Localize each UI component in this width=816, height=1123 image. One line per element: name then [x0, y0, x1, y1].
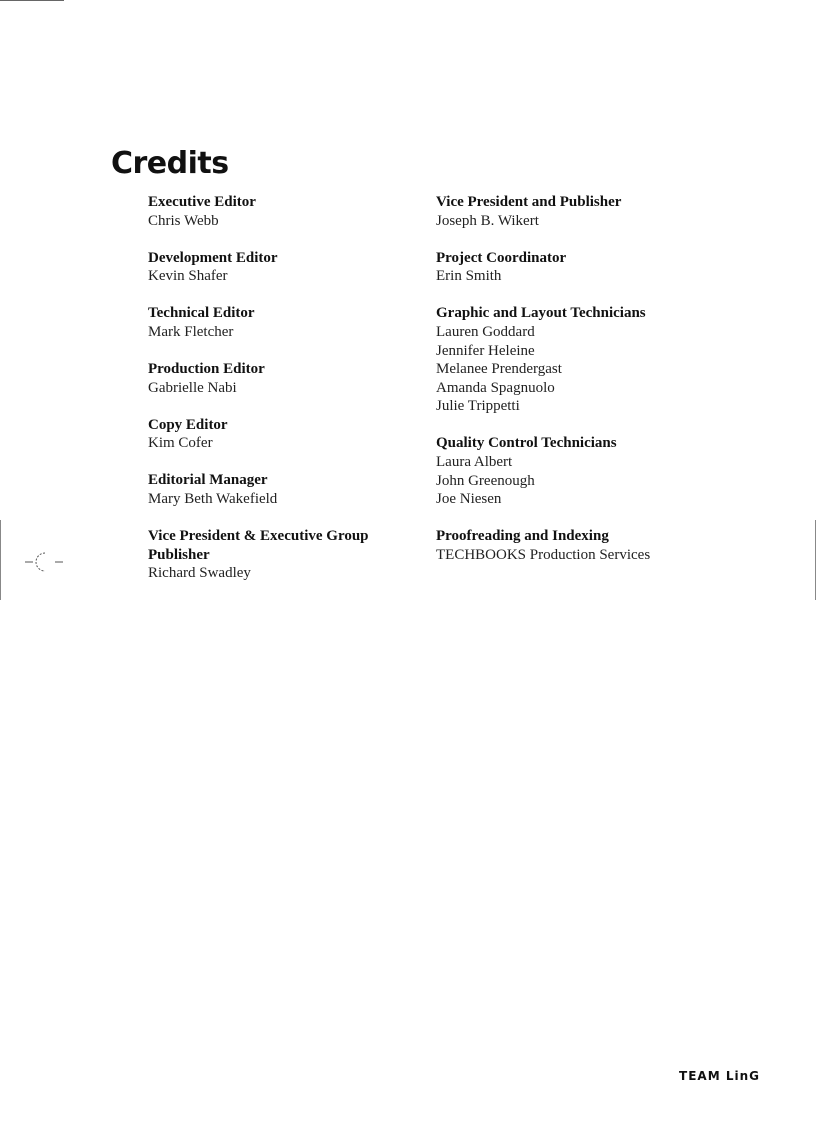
- credit-group: [148, 416, 398, 453]
- credit-group: [436, 527, 776, 564]
- credit-group: [436, 249, 776, 286]
- credit-role: Copy Editor: [148, 416, 228, 433]
- credit-name: Laura Albert: [436, 454, 513, 471]
- credit-name: Erin Smith: [436, 268, 502, 285]
- top-rule: [0, 0, 64, 1]
- credit-name: Jennifer Heleine: [436, 342, 535, 359]
- credit-name: Julie Trippetti: [436, 398, 520, 415]
- credit-role: Editorial Manager: [148, 472, 268, 489]
- credit-role: Executive Editor: [148, 194, 256, 210]
- credit-group: [436, 304, 776, 416]
- credit-name: Joe Niesen: [436, 491, 502, 508]
- credit-name: Melanee Prendergast: [436, 361, 562, 378]
- credit-name: Gabrielle Nabi: [148, 379, 237, 396]
- credits-column-left: [148, 193, 398, 601]
- credit-role: Graphic and Layout Technicians: [436, 305, 646, 322]
- credit-group: [148, 249, 398, 286]
- credit-group: [148, 304, 398, 341]
- credit-name: Chris Webb: [148, 212, 219, 229]
- credit-role: Development Editor: [148, 249, 278, 266]
- credit-name: Amanda Spagnuolo: [436, 379, 555, 396]
- credit-role: Proofreading and Indexing: [436, 528, 609, 545]
- credit-group: [148, 471, 398, 508]
- credit-name: John Greenough: [436, 472, 535, 489]
- credit-group: [148, 360, 398, 397]
- credit-group: [148, 193, 398, 230]
- credit-name: Kim Cofer: [148, 435, 213, 452]
- credit-role: Vice President & Executive Group Publisher: [148, 528, 369, 563]
- credit-name: Lauren Goddard: [436, 323, 535, 340]
- credit-group: [436, 434, 776, 508]
- credit-name: Kevin Shafer: [148, 268, 228, 285]
- credit-group: [148, 527, 398, 583]
- credit-role: Production Editor: [148, 361, 265, 378]
- credit-name: Mark Fletcher: [148, 323, 234, 340]
- registration-mark-icon: [25, 550, 67, 574]
- credit-role: Technical Editor: [148, 305, 255, 322]
- credit-name: Joseph B. Wikert: [436, 212, 539, 229]
- credit-name: Mary Beth Wakefield: [148, 491, 278, 508]
- credit-name: Richard Swadley: [148, 565, 251, 582]
- credit-name: TECHBOOKS Production Services: [436, 546, 651, 563]
- credit-role: Project Coordinator: [436, 249, 567, 266]
- crop-mark-left: [0, 520, 1, 600]
- page-title: Credits: [111, 146, 229, 181]
- footer-team-tag: TEAM LinG: [679, 1069, 760, 1083]
- credits-column-right: [436, 193, 776, 583]
- credit-role: Quality Control Technicians: [436, 435, 617, 452]
- credit-group: [436, 193, 776, 230]
- credit-role: Vice President and Publisher: [436, 194, 622, 210]
